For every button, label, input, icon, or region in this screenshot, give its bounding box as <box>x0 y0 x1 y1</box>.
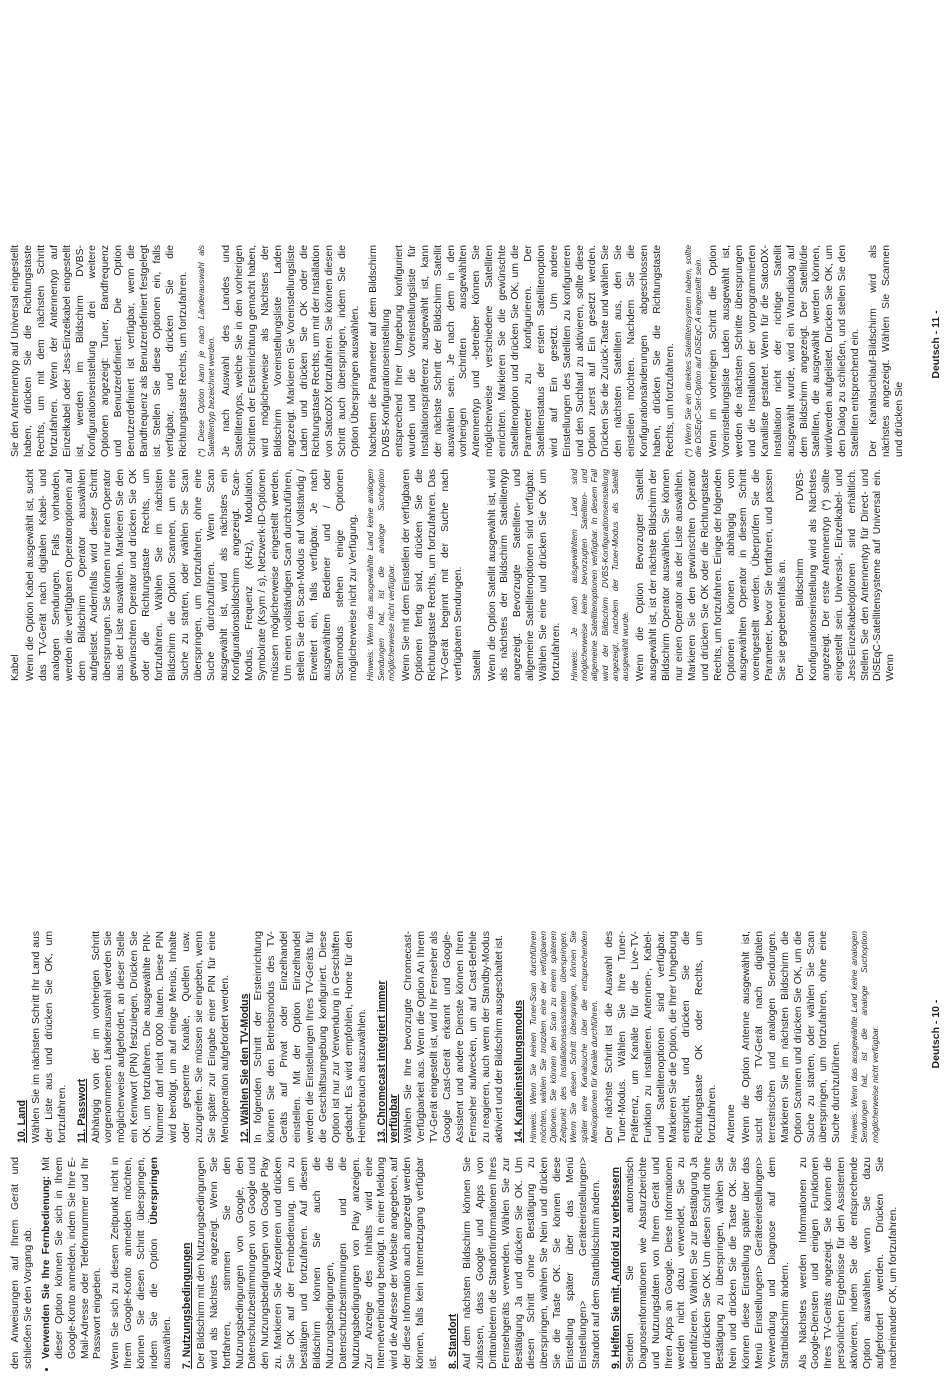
heading-country: 10. Land <box>16 1100 28 1143</box>
page10-column-1 <box>10 1157 906 1369</box>
assistant-paragraph: Als Nächstes werden Informationen zu Google-Diensten und einigen Funktionen Ihres TV-Geräts angezeigt. Sie können die persönlichen Ergebnisse für den Assistenten aktivieren, indem Sie die entsprechende Option auswählen, wenn Sie dazu aufgefordert werden. Drücken Sie nacheinander OK, um fortzufahren. <box>797 1157 899 1369</box>
page-footer-11: Deutsch - 11 - <box>930 310 942 379</box>
remote-bullet <box>41 1157 106 1359</box>
preset-list-paragraph: Je nach Auswahl des Landes und Satellitentyps, welche Sie in den vorherigen Schritten der Ersteinrichtung gemacht haben, wird möglicherweise als Nächstes der Bildschirm Voreinstellungsliste Laden angezeigt. Markieren Sie Voreinstellungsliste Laden und drücken Sie OK oder die Richtungstaste Rechts, um mit der Installation von SatcoDX fortzufahren. Sie können diesen Schritt auch überspringen, indem Sie die Option Überspringen auswählen. <box>221 245 362 457</box>
antenna-hint: Hinweis: Wenn das ausgewählte Land keine analogen Sendungen hat, ist die analoge Suchoption möglicherweise nicht verfügbar. <box>849 931 880 1143</box>
skip-login-paragraph <box>110 1157 175 1369</box>
antenna-subheading: Antenne <box>726 1104 738 1143</box>
country-paragraph: Wählen Sie im nächsten Schritt Ihr Land aus der Liste aus und drücken Sie OK, um fortzufahren. <box>30 931 68 1143</box>
page10-column-2 <box>10 931 885 1143</box>
password-paragraph: Abhängig von der im vorherigen Schritt vorgenommenen Länderauswahl werden Sie möglicherweise aufgefordert, an dieser Stelle ein Kennwort (PIN) festzulegen. Drücken Sie OK, um fortzufahren. Die ausgewählte PIN-Nummer darf nicht 0000 lauten. Diese PIN wird benötigt, um auf einige Menüs, Inhalte oder gesperrte Kanäle, Quellen usw. zuzugreifen. Sie müssen sie eingeben, wenn Sie später zur Eingabe einer PIN für eine Menüoperation aufgefordert werden. <box>90 931 231 1143</box>
satcodx-paragraph: Wenn im vorherigen Schritt die Option Voreinstellungsliste Laden ausgewählt ist, werden die nächsten Schritte übersprungen und die Installation der vorprogrammierten Kanalliste gestartet. Wenn für die SatcoDX-Installation nicht der richtige Satellit ausgewählt wurde, wird ein Warndialog auf dem Bildschirm angezeigt. Der Satellit/die Satelliten, die ausgewählt werden können, wird/werden aufgelistet. Drücken Sie OK, um den Dialog zu schließen, und stellen Sie den Satelliten entsprechend ein. <box>708 245 862 457</box>
tuner-paragraph: Der nächste Schritt ist die Auswahl des Tuner-Modus. Wählen Sie Ihre Tuner-Präferenz, um Kanäle für die Live-TV-Funktion zu installieren. Antennen-, Kabel- und Satellitenoptionen sind verfügbar. Markieren Sie die Option, die Ihrer Umgebung entspricht, und drücken Sie die Richtungstaste OK oder Rechts, um fortzufahren. <box>603 931 719 1143</box>
remote-bullet-text: Mit dieser Option können Sie sich in Ihrem Google-Konto anmelden, indem Sie Ihre E-Mail-Adresse oder Telefonnummer und Ihr Passwort eingeben. <box>40 1157 104 1359</box>
diseqc-note: (*) Wenn Sie ein direktes Satellitensystem haben, sollte die DiSEqC-Set-Option auf DiSEqC A eingestellt sein. <box>682 245 704 457</box>
intro-text: den Anweisungen auf Ihrem Gerät und schließen Sie den Vorgang ab. <box>10 1157 34 1369</box>
tv-mode-paragraph: In folgenden Schritt der Ersteinrichtung können Sie den Betriebsmodus des TV-Geräts auf Privat oder Einzelhandel einstellen. Mit der Option Einzelhandel werden die Einstellungen Ihres TV-Geräts für die Geschäftsumgebung konfiguriert. Diese Option ist nur zur Verwendung in Geschäften gedacht. Es wird empfohlen, Home für den Heimgebrauch auszuwählen. <box>253 931 368 1143</box>
skip-text-c: auswählen. <box>161 1316 173 1369</box>
heading-improve-android: 9. Helfen Sie mit, Android zu verbessern <box>609 1166 622 1369</box>
satellite-paragraph-2: Wenn die Option Bevorzugter Satellit ausgewählt ist, ist der nächste Bildschirm der Bildschirm Operator auswählen. Sie können nur einen Operator aus der Liste auswählen. Markieren Sie den gewünschten Operator und drücken Sie OK oder die Richtungstaste Rechts, um fortzufahren. Einige der folgenden Optionen können abhängig vom ausgewählten Operator in diesem Schritt voreingestellt werden. Überprüfen Sie die Parameter, bevor Sie fortfahren, und passen Sie sie gegebenenfalls an. <box>635 469 789 681</box>
skip-text-a: Wenn Sie sich zu diesem Zeitpunkt nicht in Ihrem Google-Konto anmelden möchten, können Sie diesen Schritt überspringen, indem Sie die Option <box>110 1157 161 1369</box>
remote-bullet-list <box>41 1157 106 1369</box>
cable-paragraph: Wenn die Option Kabel ausgewählt ist, sucht das TV-Gerät nach digitalen Kabel- und analogen Sendungen. Falls vorhanden, werden die verfügbaren Operatoroptionen auf dem Bildschirm Operator auswählen aufgelistet. Andernfalls wird dieser Schritt übersprungen. Sie können nur einen Operator aus der Liste auswählen. Markieren Sie den gewünschten Operator und drücken Sie OK oder die Richtungstaste Rechts, um fortzufahren. Wählen Sie im nächsten Bildschirm die Option Scannen, um eine Suche zu starten, oder wählen Sie Scan überspringen, um fortzufahren, ohne eine Suche durchzuführen. Wenn Scan ausgewählt ist, wird als nächstes ein Konfigurationsbildschirm angezeigt. Scan-Modus, Frequenz (KHz), Modulation, Symbolrate (Ksym / s), Netzwerk-ID-Optionen müssen möglicherweise eingestellt werden. Um einen vollständigen Scan durchzuführen, stellen Sie den Scan-Modus auf Vollständig / Erweitert ein, falls verfügbar. Je nach ausgewähltem Bediener und / oder Scanmodus stehen einige Optionen möglicherweise nicht zur Verfügung. <box>24 469 359 681</box>
manual-page-11 <box>0 0 950 689</box>
heading-chromecast: 13. Chromecast integriert immer verfügbar <box>375 980 401 1143</box>
heading-password: 11. Passwort <box>75 1078 88 1143</box>
satellite-subheading: Satellit <box>471 649 483 681</box>
satellite-paragraph-3: Der Bildschirm DVBS-Konfigurationseinstellung wird als Nächstes angezeigt. Der erste Antennentyp (*) sollte eingestellt sein. Universal-, Einzelkabel- und Jess-Einzelkabeloptionen sind erhältlich. Stellen Sie den Antennentyp für Direct- und DiSEqC-Satellitensysteme auf Universal ein. Wenn <box>795 469 897 681</box>
cable-paragraph-2: Wenn Sie mit dem Einstellen der verfügbaren Optionen fertig sind, drücken Sie die Richtungstaste Rechts, um fortzufahren. Das TV-Gerät beginnt mit der Suche nach verfügbaren Sendungen. <box>401 469 464 681</box>
page11-column-2 <box>10 245 912 457</box>
diagnostics-paragraph: Senden Sie automatisch Diagnoseinformationen wie Absturzberichte und Nutzungsdaten von Ihrem Gerät und Ihren Apps an Google. Diese Informationen werden nicht dazu verwendet, Sie zu identifizieren. Wählen Sie zur Bestätigung Ja und drücken Sie OK. Um diesen Schritt ohne Bestätigung zu überspringen, wählen Sie Nein und drücken Sie die Taste OK. Sie können diese Einstellung später über das Menü Einstellungen> Geräteeinstellungen> Verwendung und Diagnose auf dem Startbildschirm ändern. <box>624 1157 791 1369</box>
skip-text-bold: Überspringen <box>149 1157 161 1225</box>
antenna-paragraph: Wenn die Option Antenne ausgewählt ist, sucht das TV-Gerät nach digitalen terrestrischen und analogen Sendungen. Markieren Sie im nächsten Bildschirm die Option Scannen und drücken Sie OK, um die Suche zu starten, oder wählen Sie Scan überspringen, um fortzufahren, ohne eine Suche durchzuführen. <box>741 931 843 1143</box>
tuner-hint: Hinweis: Wenn Sie keinen Tuner-Scan durchführen möchten, wählen Sie trotzdem eine der verfügbaren Optionen. Sie können den Scan zu einem späteren Zeitpunkt des Installationsassistenten überspringen. Wenn Sie diesen Schritt überspringen, können Sie später eine Kanalsuche über die entsprechenden Menüoptionen für Kanäle durchführen. <box>527 931 599 1143</box>
heading-terms: 7. Nutzungsbedingungen <box>180 1242 193 1369</box>
antenna-type-paragraph: Sie den Antennentyp auf Universal eingestellt haben, drücken Sie die Richtungstaste Rechts, um mit dem nächsten Schritt fortzufahren. Wenn der Antennentyp auf Einzelkabel oder Jess-Einzelkabel eingestellt ist, werden im Bildschirm DVBS-Konfigurationseinstellung drei weitere Optionen angezeigt: Tuner, Bandfrequenz und Benutzerdefiniert. Die Option Benutzerdefiniert ist verfügbar, wenn die Bandfrequenz als Benutzerdefiniert festgelegt ist. Stellen Sie diese Optionen ein, falls verfügbar, und drücken Sie die Richtungstaste Rechts, um fortzufahren. <box>10 245 189 457</box>
chromecast-paragraph: Wählen Sie Ihre bevorzugte Chromecast-Verfügbarkeit aus. Wenn die Option An Ihrem TV-Gerät eingestellt ist, wird Ihr Fernseher als Google Cast-Gerät erkannt und Google-Assistent und andere Dienste können Ihren Fernseher aufwecken, um auf Cast-Befehle zu reagieren, auch wenn der Standby-Modus aktiviert und der Bildschirm ausgeschaltet ist. <box>403 931 505 1143</box>
terms-paragraph: Der Bildschirm mit den Nutzungsbedingungen wird als Nächstes angezeigt. Wenn Sie fortfahren, stimmen Sie den Nutzungsbedingungen von Google, den Datenschutzbestimmungen von Google und den Nutzungsbedingungen von Google Play zu. Markieren Sie Akzeptieren und drücken Sie OK auf der Fernbedienung, um zu bestätigen und fortzufahren. Auf diesem Bildschirm können Sie auch die Nutzungsbedingungen, die Datenschutzbestimmungen und die Nutzungsbedingungen von Play anzeigen. Zur Anzeige des Inhalts wird eine Internetverbindung benötigt. In einer Meldung wird die Adresse der Website angegeben, auf der diese Information auch angezeigt werden können, falls kein Internetzugang verfügbar ist. <box>195 1157 440 1369</box>
heading-tv-mode: 12. Wählen Sie den TV-Modus <box>238 993 251 1143</box>
cable-subheading: Kabel <box>10 654 21 681</box>
channel-scan-paragraph: Der Kanalsuchlauf-Bildschirm wird als nächstes angezeigt. Wählen Sie Scannen und drücken Sie <box>868 245 905 457</box>
manual-page-10 <box>0 689 950 1379</box>
select-satellite-paragraph: Nachdem die Parameter auf dem Bildschirm DVBS-Konfigurationseinstellung entsprechend Ihrer Umgebung konfiguriert wurden und die Voreinstellungsliste für Installationspräferenz ausgewählt ist, kann der nächste Schritt der Bildschirm Satellit auswählen sein. Je nach dem in den vorherigen Schritten ausgewählten Antennentyp und -betreiber können Sie möglicherweise verschiedene Satelliten einrichten. Markieren Sie die gewünschte Satellitenoption und drücken Sie OK, um die Parameter zu konfigurieren. Der Satellitenstatus der ersten Satellitenoption wird auf Ein gesetzt. Um andere Einstellungen des Satelliten zu konfigurieren und den Suchlauf zu aktivieren, sollte diese Option zuerst auf Ein gesetzt werden. Drücken Sie die Zurück-Taste und wählen Sie den nächsten Satelliten aus, den Sie einstellen möchten. Nachdem Sie die Konfigurationsänderungen abgeschlossen haben, drücken Sie die Richtungstaste Rechts, um fortzufahren. <box>368 245 676 457</box>
satellite-hint: Hinweis: Je nach ausgewähltem Land sind möglicherweise keine bevorzugten Satelliten- und allgemeine Satellitenoptionen verfügbar. In diesem Fall wird der Bildschirm DVBS-Konfigurationseinstellung angezeigt, nachdem der Tuner-Modus als Satellit ausgewählt wurde. <box>568 469 630 681</box>
antenna-type-note: (*) Diese Option kann je nach Länderauswahl als Satellitentyp bezeichnet werden. <box>195 245 216 457</box>
page11-column-1 <box>10 469 903 681</box>
cable-hint: Hinweis: Wenn das ausgewählte Land keine analogen Sendungen hat, ist die analoge Suchoption möglicherweise nicht verfügbar. <box>365 469 396 681</box>
heading-tuner-mode: 14. Kanaleinstellungsmodus <box>512 999 525 1143</box>
page-footer-10: Deutsch - 10 - <box>930 999 942 1069</box>
heading-location: 8. Standort <box>447 1313 459 1369</box>
remote-bullet-title: Verwenden Sie Ihre Fernbedienung: <box>40 1175 52 1359</box>
location-paragraph: Auf dem nächsten Bildschirm können Sie zulassen, dass Google und Apps von Drittanbietern die Standortinformationen Ihres Fernsehgeräts verwenden. Wählen Sie zur Bestätigung Ja und drücken Sie OK. Um diesen Schritt ohne Bestätigung zu überspringen, wählen Sie Nein und drücken Sie die Taste OK. Sie können diese Einstellung später über das Menü Einstellungen> Geräteeinstellungen> Standort auf dem Startbildschirm ändern. <box>461 1157 602 1369</box>
satellite-paragraph: Wenn die Option Satellit ausgewählt ist, wird als nächstes der Bildschirm Satellitentyp angezeigt. Bevorzugte Satelliten- und allgemeine Satellitenoptionen sind verfügbar. Wählen Sie eine und drücken Sie OK um fortzufahren. <box>486 469 563 681</box>
